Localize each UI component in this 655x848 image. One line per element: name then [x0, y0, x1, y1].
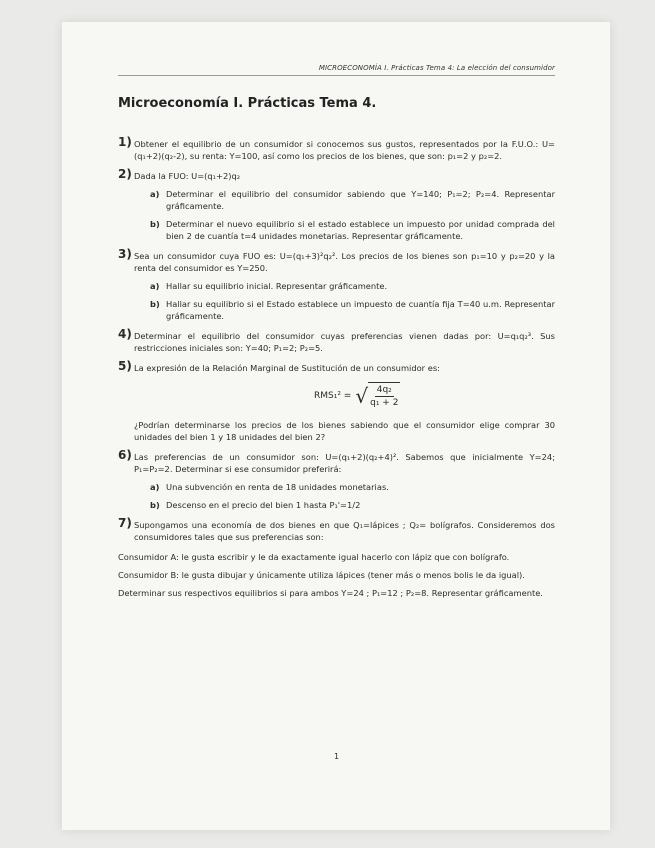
problem-number: 4) [118, 327, 132, 341]
sub-text: Determinar el equilibrio del consumidor sabiendo que Y=140; P₁=2; P₂=4. Representar gráficamente. [166, 189, 555, 211]
sub-text: Hallar su equilibrio si el Estado establece un impuesto de cuantía fija T=40 u.m. Representar gráficamente. [166, 299, 555, 321]
rms-formula [314, 382, 555, 409]
problem-text: Obtener el equilibrio de un consumidor si conocemos sus gustos, representados por la F.U.O.: U= (q₁+2)(q₂-2), su renta: Y=100, así como los precios de los bienes, que son: p₁=2 y p₂=2. [134, 139, 555, 161]
problem-text: Dada la FUO: U=(q₁+2)q₂ [134, 171, 241, 181]
problem-5 [118, 359, 555, 443]
problem-2 [118, 167, 555, 242]
sub-text: Descenso en el precio del bien 1 hasta P₁'=1/2 [166, 500, 361, 510]
subproblem-b [134, 298, 555, 322]
problem-text: La expresión de la Relación Marginal de Sustitución de un consumidor es: [134, 363, 440, 373]
formula-lhs: RMS₁² = [314, 390, 352, 401]
problem-question: ¿Podrían determinarse los precios de los bienes sabiendo que el consumidor elige comprar 30 unidades del bien 1 y 18 unidades del bien 2? [134, 420, 555, 442]
square-root [355, 382, 400, 409]
sub-label: b) [150, 500, 160, 510]
subproblem-a [134, 481, 555, 493]
sub-text: Una subvención en renta de 18 unidades monetarias. [166, 482, 389, 492]
instruction-paragraph: Determinar sus respectivos equilibrios si para ambos Y=24 ; P₁=12 ; P₂=8. Representar gráficamente. [118, 588, 543, 598]
sub-label: a) [150, 281, 160, 291]
problem-number: 5) [118, 359, 132, 373]
subproblem-a [134, 280, 555, 292]
sub-label: a) [150, 189, 160, 199]
subproblem-b [134, 499, 555, 511]
subproblem-a [134, 188, 555, 212]
fraction [368, 382, 400, 409]
subproblem-b [134, 218, 555, 242]
sub-label: a) [150, 482, 160, 492]
numerator: 4q₂ [376, 385, 392, 395]
problem-text: Las preferencias de un consumidor son: U=(q₁+2)(q₂+4)². Sabemos que inicialmente Y=24; P₁=P₂=2. Determinar si ese consumidor preferirá: [134, 452, 555, 474]
radical-sign-icon: √ [355, 383, 369, 408]
problem-number: 3) [118, 247, 132, 261]
problem-3 [118, 247, 555, 322]
problem-number: 6) [118, 448, 132, 462]
consumer-b-paragraph: Consumidor B: le gusta dibujar y únicamente utiliza lápices (tener más o menos bolis le da igual). [118, 570, 525, 580]
problem-6 [118, 448, 555, 511]
problem-number: 2) [118, 167, 132, 181]
sub-text: Determinar el nuevo equilibrio si el estado establece un impuesto por unidad comprada del bien 2 de cuantía t=4 unidades monetarias. Representar gráficamente. [166, 219, 555, 241]
problem-text: Supongamos una economía de dos bienes en que Q₁=lápices ; Q₂= bolígrafos. Consideremos dos consumidores tales que sus preferencias son: [134, 520, 555, 542]
sub-label: b) [150, 219, 160, 229]
problem-1 [118, 135, 555, 162]
consumer-a-paragraph: Consumidor A: le gusta escribir y le da exactamente igual hacerlo con lápiz que con bolígrafo. [118, 552, 510, 562]
denominator: q₁ + 2 [370, 398, 399, 408]
header-divider [118, 75, 555, 76]
sub-label: b) [150, 299, 160, 309]
problem-list [118, 135, 555, 599]
running-header: MICROECONOMÍA I. Prácticas Tema 4: La elección del consumidor [318, 64, 555, 72]
problem-7 [118, 516, 555, 543]
problem-4 [118, 327, 555, 354]
problem-number: 1) [118, 135, 132, 149]
problem-text: Determinar el equilibrio del consumidor cuyas preferencias vienen dadas por: U=q₁q₂³. Sus restricciones iniciales son: Y=40; P₁=2; P₂=5. [134, 331, 555, 353]
problem-text: Sea un consumidor cuya FUO es: U=(q₁+3)²q₂². Los precios de los bienes son p₁=10 y p₂=20 y la renta del consumidor es Y=250. [134, 251, 555, 273]
problem-number: 7) [118, 516, 132, 530]
sub-text: Hallar su equilibrio inicial. Representar gráficamente. [166, 281, 388, 291]
page-number: 1 [334, 752, 340, 761]
page-title: Microeconomía I. Prácticas Tema 4. [118, 96, 377, 111]
